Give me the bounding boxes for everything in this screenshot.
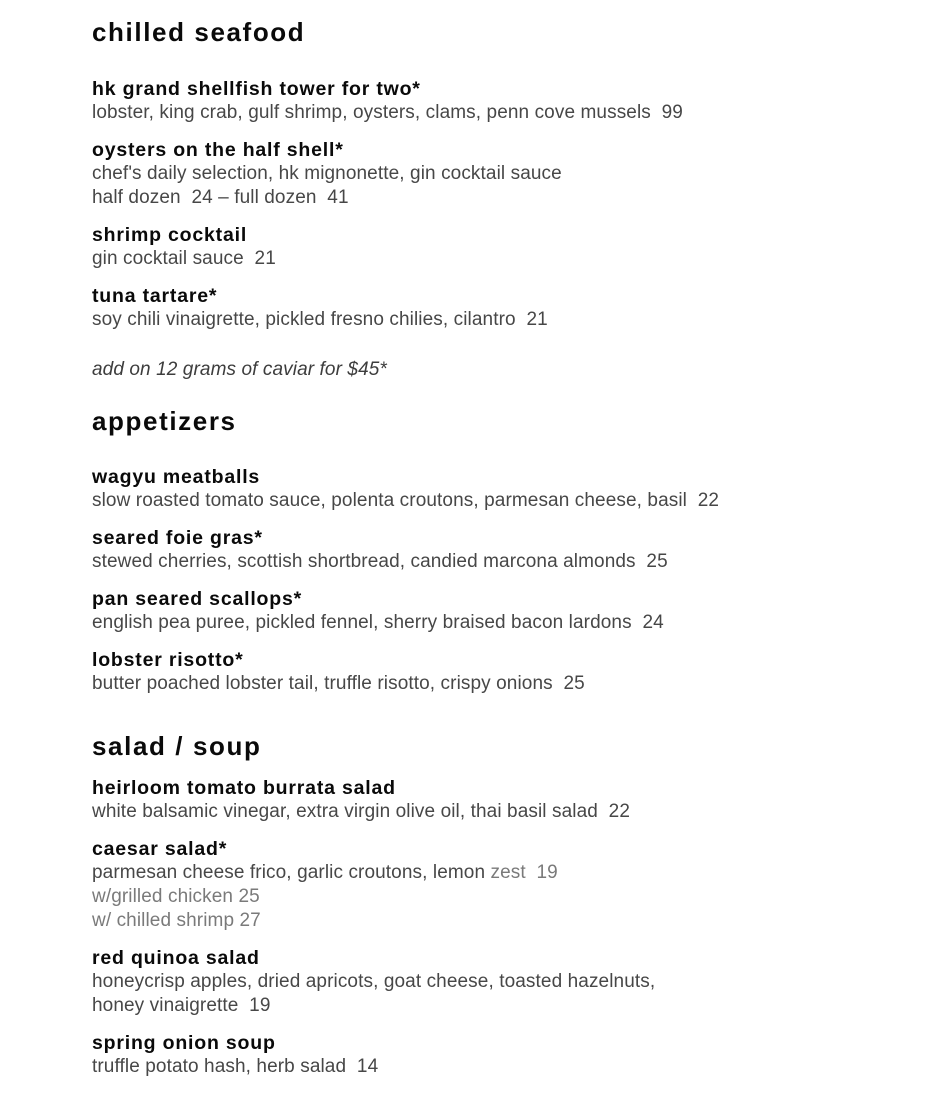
item-description-line xyxy=(92,861,880,885)
item-name: oysters on the half shell* xyxy=(92,139,344,161)
description-segment: half dozen 24 – full dozen 41 xyxy=(92,187,349,208)
item-name: hk grand shellfish tower for two* xyxy=(92,78,421,100)
section-items xyxy=(92,465,880,696)
description-segment: gin cocktail sauce 21 xyxy=(92,248,276,269)
item-description-line xyxy=(92,611,880,635)
section-title: salad / soup xyxy=(92,731,262,761)
description-segment: slow roasted tomato sauce, polenta croutons, parmesan cheese, basil 22 xyxy=(92,490,720,511)
description-segment-light: w/ chilled shrimp 27 xyxy=(92,910,261,931)
description-segment: honeycrisp apples, dried apricots, goat cheese, toasted hazelnuts, xyxy=(92,971,656,992)
item-name: heirloom tomato burrata salad xyxy=(92,777,396,799)
item-description-line xyxy=(92,247,880,271)
item-name: shrimp cocktail xyxy=(92,224,248,246)
section-items xyxy=(92,776,880,1079)
description-segment: soy chili vinaigrette, pickled fresno chilies, cilantro 21 xyxy=(92,309,548,330)
menu-item xyxy=(92,138,880,210)
section-title: appetizers xyxy=(92,406,237,436)
description-segment: truffle potato hash, herb salad 14 xyxy=(92,1056,379,1077)
section-items xyxy=(92,77,880,332)
item-name: spring onion soup xyxy=(92,1032,276,1054)
item-name: seared foie gras* xyxy=(92,527,263,549)
item-name: red quinoa salad xyxy=(92,947,260,969)
menu-item xyxy=(92,648,880,696)
item-name: lobster risotto* xyxy=(92,649,244,671)
description-segment: parmesan cheese frico, garlic croutons, lemon xyxy=(92,862,491,883)
menu-item xyxy=(92,587,880,635)
item-name: tuna tartare* xyxy=(92,285,218,307)
item-description-line xyxy=(92,308,880,332)
item-description-line xyxy=(92,162,880,186)
item-description-line xyxy=(92,909,880,933)
item-description-line xyxy=(92,489,880,513)
item-name: wagyu meatballs xyxy=(92,466,261,488)
item-description-line xyxy=(92,800,880,824)
item-description-line xyxy=(92,970,880,994)
description-segment: white balsamic vinegar, extra virgin olive oil, thai basil salad 22 xyxy=(92,801,631,822)
menu-item xyxy=(92,465,880,513)
menu-item xyxy=(92,837,880,933)
item-description-line xyxy=(92,994,880,1018)
item-description-line xyxy=(92,885,880,909)
menu-section xyxy=(92,16,880,382)
description-segment-light: zest 19 xyxy=(490,862,558,883)
description-segment: honey vinaigrette 19 xyxy=(92,995,271,1016)
item-description-line xyxy=(92,1055,880,1079)
item-name: pan seared scallops* xyxy=(92,588,303,610)
item-description-line xyxy=(92,101,880,125)
menu-item xyxy=(92,1031,880,1079)
menu-section xyxy=(92,730,880,1079)
description-segment: chef's daily selection, hk mignonette, gin cocktail sauce xyxy=(92,163,562,184)
menu-item xyxy=(92,223,880,271)
menu-section xyxy=(92,405,880,696)
caviar-add-on-note: add on 12 grams of caviar for $45* xyxy=(92,359,387,380)
menu-item xyxy=(92,77,880,125)
item-description-line xyxy=(92,550,880,574)
item-description-line xyxy=(92,186,880,210)
description-segment-light: w/grilled chicken 25 xyxy=(92,886,260,907)
description-segment: english pea puree, pickled fennel, sherry braised bacon lardons 24 xyxy=(92,612,664,633)
item-description-line xyxy=(92,672,880,696)
description-segment: lobster, king crab, gulf shrimp, oysters, clams, penn cove mussels 99 xyxy=(92,102,683,123)
menu-item xyxy=(92,946,880,1018)
item-name: caesar salad* xyxy=(92,838,228,860)
menu-item xyxy=(92,526,880,574)
menu-item xyxy=(92,776,880,824)
menu-item xyxy=(92,284,880,332)
description-segment: butter poached lobster tail, truffle risotto, crispy onions 25 xyxy=(92,673,585,694)
description-segment: stewed cherries, scottish shortbread, candied marcona almonds 25 xyxy=(92,551,668,572)
section-title: chilled seafood xyxy=(92,17,306,47)
